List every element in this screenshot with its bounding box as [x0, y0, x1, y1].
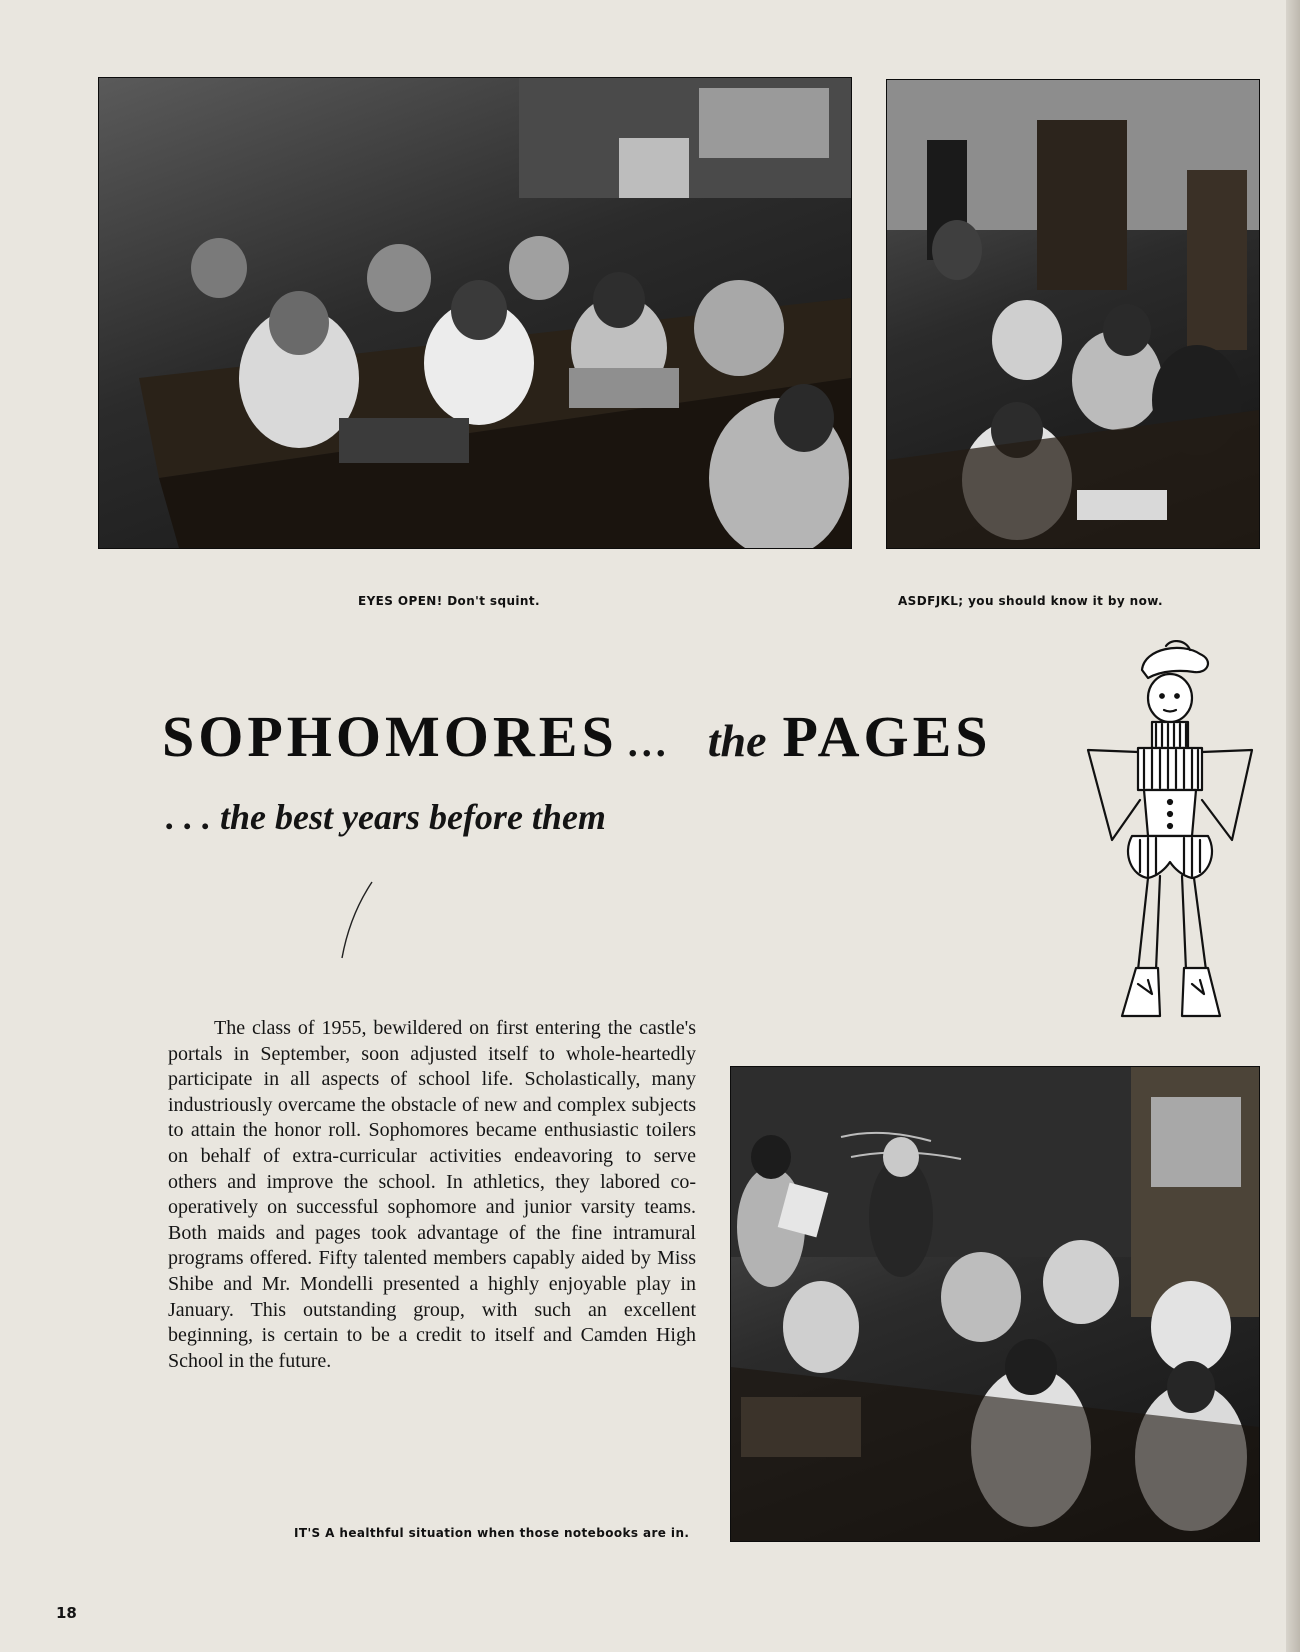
subheading: . . . the best years before them	[166, 797, 606, 837]
pen-stroke-decoration	[338, 880, 378, 960]
page-headline	[162, 704, 992, 769]
headline-the: the	[707, 715, 767, 766]
photo-typing-class	[886, 79, 1260, 549]
headline-sophomores: SOPHOMORES	[162, 704, 618, 769]
caption-microscope-lab: EYES OPEN! Don't squint.	[358, 594, 540, 608]
photo-health-class	[730, 1066, 1260, 1542]
page-number: 18	[56, 1604, 77, 1622]
headline-pages: PAGES	[782, 704, 992, 769]
caption-health-class: IT'S A healthful situation when those notebooks are in.	[294, 1526, 690, 1540]
caption-typing-class: ASDFJKL; you should know it by now.	[898, 594, 1163, 608]
headline-dots: ...	[627, 720, 670, 765]
photo-microscope-lab	[98, 77, 852, 549]
article-body: The class of 1955, bewildered on first entering the castle's portals in September, soon adjusted itself to whole-heartedly participate in all aspects of school life. Scholastically, many industriously overcame the obstacle of new and complex subjects to attain the honor roll. Sophomores became enthusiastic toilers on behalf of extra-curricular activities endeavoring to serve others and improve the school. In athletics, they labored co-operatively on successful sophomore and junior varsity teams. Both maids and pages took advantage of the fine intramural programs offered. Fifty talented members capably aided by Miss Shibe and Mr. Mondelli presented a highly enjoyable play in January. This outstanding group, with such an excellent beginning, is certain to be a credit to itself and Camden High School in the future.	[168, 1017, 696, 1372]
page-mascot-illustration	[1082, 640, 1262, 1048]
page-edge	[1286, 0, 1300, 1652]
